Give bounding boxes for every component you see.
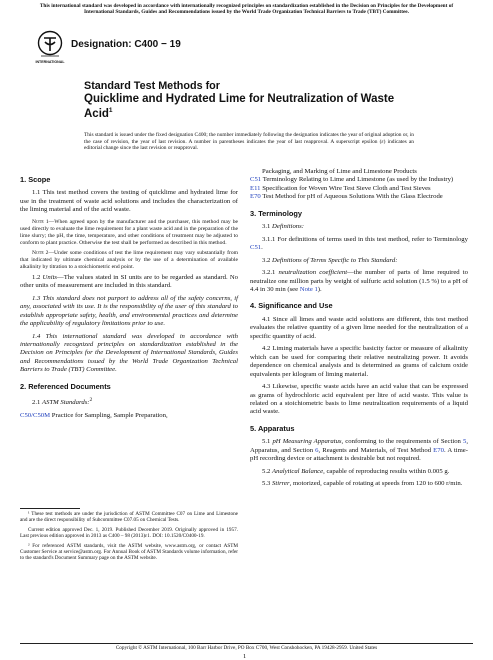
note-label: Note 2 bbox=[32, 249, 49, 256]
para-number: 3.2 bbox=[262, 256, 273, 264]
footnote-2: ² For referenced ASTM standards, visit the ASTM website, www.astm.org, or contact ASTM Customer Service at service@astm.org. For Annual Book of ASTM Standards volume information, refer to the standard's Document Summary page on the ASTM website. bbox=[20, 542, 238, 562]
para-italic: Units bbox=[42, 273, 58, 281]
copyright-footer: Copyright © ASTM International, 100 Barr Harbor Drive, PO Box C700, West Conshohocken, PA 19428-2959. United States bbox=[115, 645, 378, 651]
right-column bbox=[250, 168, 468, 493]
para-text: , Apparatus, and Section bbox=[250, 438, 468, 454]
footnotes bbox=[20, 511, 238, 565]
footnote-1-edition: Current edition approved Dec. 1, 2019. Published December 2019. Originally approved in 1957. Last previous edition approved in 2013 as C400 – 98 (2013)ε1. DOI: 10.1520/C0400-19. bbox=[20, 526, 238, 540]
reference-link-e70[interactable]: E70 bbox=[250, 193, 261, 201]
footnote-rule bbox=[20, 508, 80, 509]
para-text: , Reagents and Materials, of Test Method bbox=[318, 446, 434, 454]
para-number: 1.2 bbox=[32, 273, 43, 281]
para-text: , capable of reproducing results within 0.005 g. bbox=[323, 467, 450, 475]
note-1 bbox=[20, 219, 238, 247]
reference-link-e70[interactable]: E70 bbox=[433, 446, 444, 454]
para-text: —the number of parts of lime required to neutralize one million parts by weight of sulfuric acid solution (1.5 %) to a pH of 4.4 in 30 min (see bbox=[250, 269, 469, 293]
para-italic: Analytical Balance bbox=[272, 467, 324, 475]
note-text: —When agreed upon by the manufacturer and the purchaser, this method may be used directly to evaluate the lime requirement for a plant waste acid and in the preparation of the lime slurry; the pH, the time, temperature, and other conditions of treatment may be adjusted to conform to plant practice. Otherwise the test shall be performed as described in this method. bbox=[20, 218, 238, 246]
paragraph-3-2-1 bbox=[250, 269, 468, 294]
paragraph-5-1 bbox=[250, 438, 468, 463]
reference-e11 bbox=[250, 185, 468, 193]
para-italic: Definitions: bbox=[272, 223, 304, 231]
left-column bbox=[20, 168, 238, 420]
para-text: . bbox=[261, 244, 263, 252]
astm-logo bbox=[37, 30, 63, 68]
para-text: , conforming to the requirements of Section bbox=[341, 438, 463, 446]
para-italic: ASTM Standards: bbox=[42, 399, 90, 407]
section-heading-significance: 4. Significance and Use bbox=[250, 301, 333, 311]
note-2 bbox=[20, 250, 238, 271]
note-label: Note 1 bbox=[32, 218, 49, 225]
paragraph-3-1 bbox=[250, 223, 468, 231]
section-6-link[interactable]: 6 bbox=[315, 446, 319, 454]
section-heading-apparatus: 5. Apparatus bbox=[250, 423, 295, 433]
note-1-link[interactable]: Note 1 bbox=[299, 285, 318, 293]
paragraph-1-3: 1.3 This standard does not purport to address all of the safety concerns, if any, associated with its use. It is the responsibility of the user of this standard to establish appropriate safety, health, and environmental practices and determine the applicability of regulatory limitations prior to use. bbox=[20, 294, 238, 328]
reference-title: Specification for Woven Wire Test Sieve Cloth and Test Sieves bbox=[260, 184, 431, 192]
section-heading-referenced-documents: 2. Referenced Documents bbox=[20, 381, 111, 391]
paragraph-3-1-1 bbox=[250, 236, 468, 253]
paragraph-1-2 bbox=[20, 274, 238, 291]
para-text: ). bbox=[317, 285, 322, 293]
para-italic: Definitions of Terms Specific to This Standard: bbox=[272, 256, 398, 264]
para-text: —The values stated in SI units are to be regarded as standard. No other units of measurement are included in this standard. bbox=[20, 273, 239, 290]
title-footnote-marker: 1 bbox=[108, 107, 113, 114]
paragraph-2-1 bbox=[20, 396, 238, 408]
paragraph-5-3 bbox=[250, 480, 468, 488]
title-main: Quicklime and Hydrated Lime for Neutralization of Waste Acid bbox=[84, 92, 395, 120]
tbt-notice: This international standard was developed in accordance with internationally recognized principles on standardization established in the Decision on Principles for the Development of International Standards, Guides and Recommendations issued by the World Trade Organization Technical Barriers to Trade (TBT) Committee. bbox=[39, 3, 454, 16]
para-text: , motorized, capable of rotating at speeds from 120 to 600 r/min. bbox=[289, 480, 463, 488]
footnote-marker: 2 bbox=[89, 397, 93, 404]
reference-title: Test Method for pH of Aqueous Solutions With the Glass Electrode bbox=[260, 193, 443, 201]
section-5-link[interactable]: 5 bbox=[462, 438, 467, 446]
reference-e70 bbox=[250, 193, 468, 201]
reference-c50-continued: Packaging, and Marking of Lime and Limestone Products bbox=[262, 168, 417, 175]
reference-c51 bbox=[250, 176, 468, 184]
reference-link-c50[interactable]: C50/C50M bbox=[20, 411, 51, 419]
document-title bbox=[84, 80, 414, 120]
paragraph-1-1: 1.1 This test method covers the testing of quicklime and hydrated lime for use in the treatment of waste acid solutions and includes the characterization of the liming material and of the acid waste. bbox=[20, 189, 238, 214]
section-heading-scope: 1. Scope bbox=[20, 175, 51, 184]
title-line-2 bbox=[84, 93, 414, 121]
footer-rule bbox=[20, 643, 473, 644]
para-number: 5.2 bbox=[262, 467, 273, 475]
title-line-1: Standard Test Methods for bbox=[84, 80, 220, 92]
reference-link-e11[interactable]: E11 bbox=[250, 184, 261, 192]
section-heading-terminology: 3. Terminology bbox=[250, 208, 303, 218]
reference-title: Practice for Sampling, Sample Preparation, bbox=[50, 411, 168, 419]
page-number: 1 bbox=[243, 653, 247, 660]
para-text: 3.1.1 For definitions of terms used in this test method, refer to Terminology bbox=[262, 235, 468, 243]
para-text: . A time-pH recording device or attachment is desirable but not required. bbox=[250, 446, 469, 463]
reference-link-c51[interactable]: C51 bbox=[250, 176, 262, 184]
note-text: —Under some conditions of test the lime requirement may vary substantially from that indicated by ultimate chemical analysis or by the use of a determination of available alkalinity by titration to a stoichiometric end point. bbox=[20, 249, 238, 270]
para-number: 5.1 bbox=[262, 438, 273, 446]
paragraph-4-2: 4.2 Liming materials have a specific basicity factor or measure of alkalinity which can be used for comparing their relative neutralizing power. It avoids dependence on chemical analysis and is determined as grams of calcium oxide equivalents per kilogram of liming material. bbox=[250, 345, 468, 378]
reference-c50 bbox=[20, 412, 238, 420]
paragraph-4-1: 4.1 Since all limes and waste acid solutions are different, this test method evaluates the relative quantity of a given lime needed for the neutralization of a specific quantity of acid. bbox=[250, 315, 468, 340]
issue-note: This standard is issued under the fixed designation C400; the number immediately following the designation indicates the year of original adoption or, in the case of revision, the year of last revision. A number in parentheses indicates the year of last reapproval. A superscript epsilon (ε) indicates an editorial change since the last revision or reapproval. bbox=[84, 132, 414, 152]
para-italic: Stirrer bbox=[272, 480, 290, 488]
designation: Designation: C400 − 19 bbox=[71, 39, 181, 50]
paragraph-5-2 bbox=[250, 468, 468, 476]
reference-link-c51[interactable]: C51 bbox=[250, 244, 262, 252]
paragraph-3-2 bbox=[250, 257, 468, 265]
paragraph-1-4: 1.4 This international standard was developed in accordance with internationally recognized principles on standardization established in the Decision on Principles for the Development of International Standards, Guides and Recommendations issued by the World Trade Organization Technical Barriers to Trade (TBT) Committee. bbox=[20, 332, 238, 374]
para-number: 5.3 bbox=[262, 480, 273, 488]
para-number: 3.1 bbox=[262, 223, 273, 231]
paragraph-4-3: 4.3 Likewise, specific waste acids have an acid value that can be expressed as grams of hydrochloric acid equivalent per litre of acid waste. This value is related on a stoichiometric basis to lime neutralization requirements of a liquid acid waste. bbox=[250, 383, 468, 416]
para-italic: neutralization coefficient bbox=[278, 269, 348, 277]
para-italic: pH Measuring Apparatus bbox=[272, 438, 342, 446]
footnote-1: ¹ These test methods are under the jurisdiction of ASTM Committee C07 on Lime and Limestone and are the direct responsibility of Subcommittee C07.05 on Chemical Tests. bbox=[20, 511, 238, 524]
logo-text: INTERNATIONAL bbox=[35, 60, 65, 64]
para-number: 3.2.1 bbox=[262, 269, 279, 277]
reference-title: Terminology Relating to Lime and Limestone (as used by the Industry) bbox=[261, 176, 454, 184]
para-number: 2.1 bbox=[32, 399, 43, 407]
